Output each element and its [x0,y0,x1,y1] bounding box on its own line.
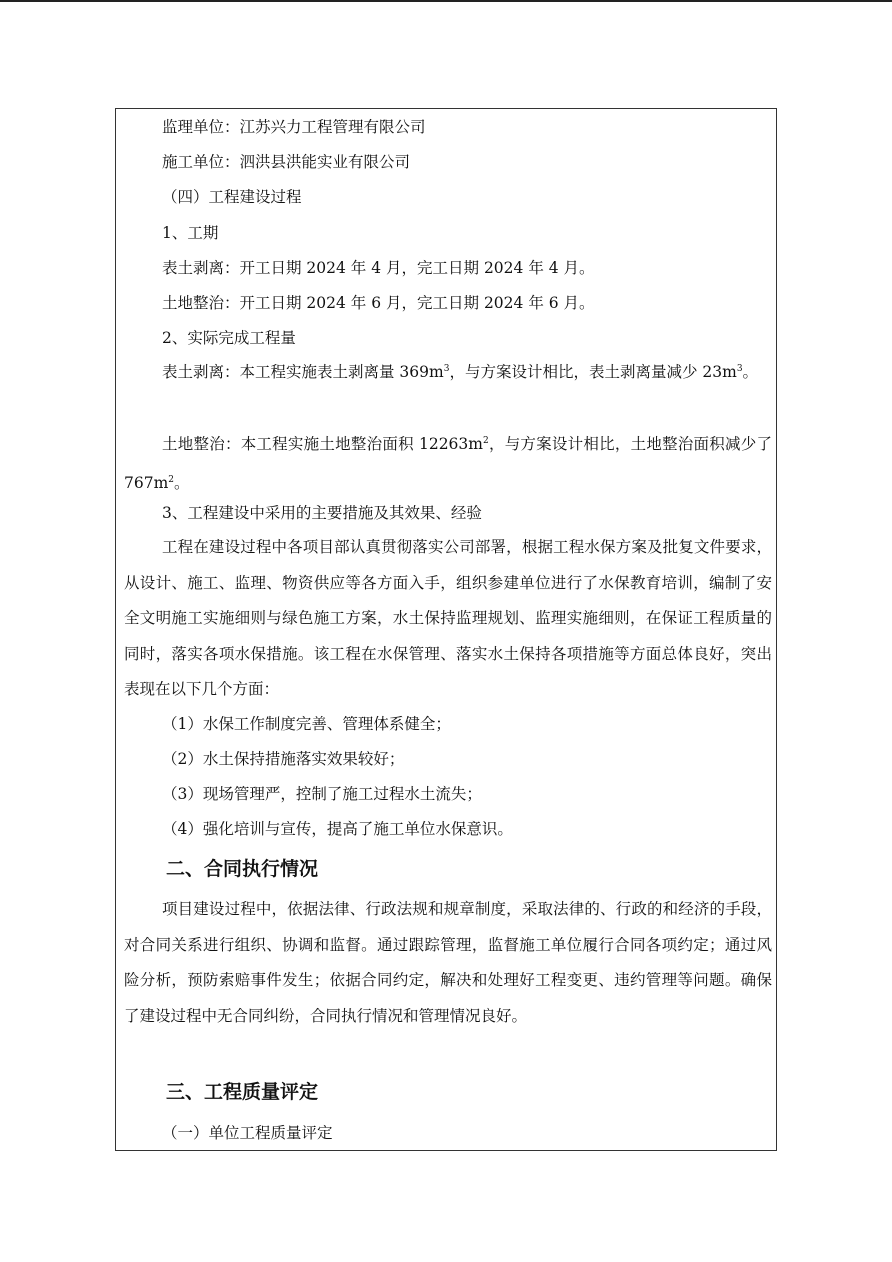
section-3-subheading: （一）单位工程质量评定 [162,1124,333,1142]
point-2: （2）水土保持措施落实效果较好； [162,750,405,768]
item-1-title: 1、工期 [162,224,219,242]
period-topsoil: 表土剥离：开工日期 2024 年 4 月，完工日期 2024 年 4 月。 [162,259,595,277]
page-top-border [0,0,892,2]
contract-paragraph: 项目建设过程中，依据法律、行政法规和规章制度，采取法律的、行政的和经济的手段，对合同关系进行组织、协调和监督。通过跟踪管理，监督施工单位履行合同各项约定；通过风险分析，预防索赔事件发生；依据合同约定，解决和处理好工程变更、违约管理等问题。确保了建设过程中无合同纠纷，合同执行情况和管理情况良好。 [124,900,772,1025]
item-3-title: 3、工程建设中采用的主要措施及其效果、经验 [162,504,482,522]
item-2-title: 2、实际完成工程量 [162,329,296,347]
section-2-heading: 二、合同执行情况 [166,858,319,880]
period-land: 土地整治：开工日期 2024 年 6 月，完工日期 2024 年 6 月。 [162,294,595,312]
measures-paragraph: 工程在建设过程中各项目部认真贯彻落实公司部署，根据工程水保方案及批复文件要求，从设计、施工、监理、物资供应等各方面入手，组织参建单位进行了水保教育培训，编制了安全文明施工实施细则与绿色施工方案，水土保持监理规划、监理实施细则，在保证工程质量的同时，落实各项水保措施。该工程在水保管理、落实水土保持各项措施等方面总体良好，突出表现在以下几个方面： [124,538,772,698]
topsoil-quantity-paragraph: 表土剥离：本工程实施表土剥离量 $369m^3$，与方案设计相比，表土剥离量减少 $23m^3$。 [162,363,759,381]
supervision-unit: 监理单位：江苏兴力工程管理有限公司 [162,118,426,136]
point-1: （1）水保工作制度完善、管理体系健全； [162,715,451,733]
section-3-heading: 三、工程质量评定 [166,1081,319,1103]
land-quantity-paragraph: 土地整治：本工程实施土地整治面积 $12263m^2$，与方案设计相比，土地整治面积减少了 $767m^2$。 [124,435,772,492]
construction-unit: 施工单位：泗洪县洪能实业有限公司 [162,153,411,171]
point-4: （4）强化培训与宣传，提高了施工单位水保意识。 [162,820,513,838]
point-3: （3）现场管理严，控制了施工过程水土流失； [162,785,482,803]
section-4-title: （四）工程建设过程 [162,188,302,206]
